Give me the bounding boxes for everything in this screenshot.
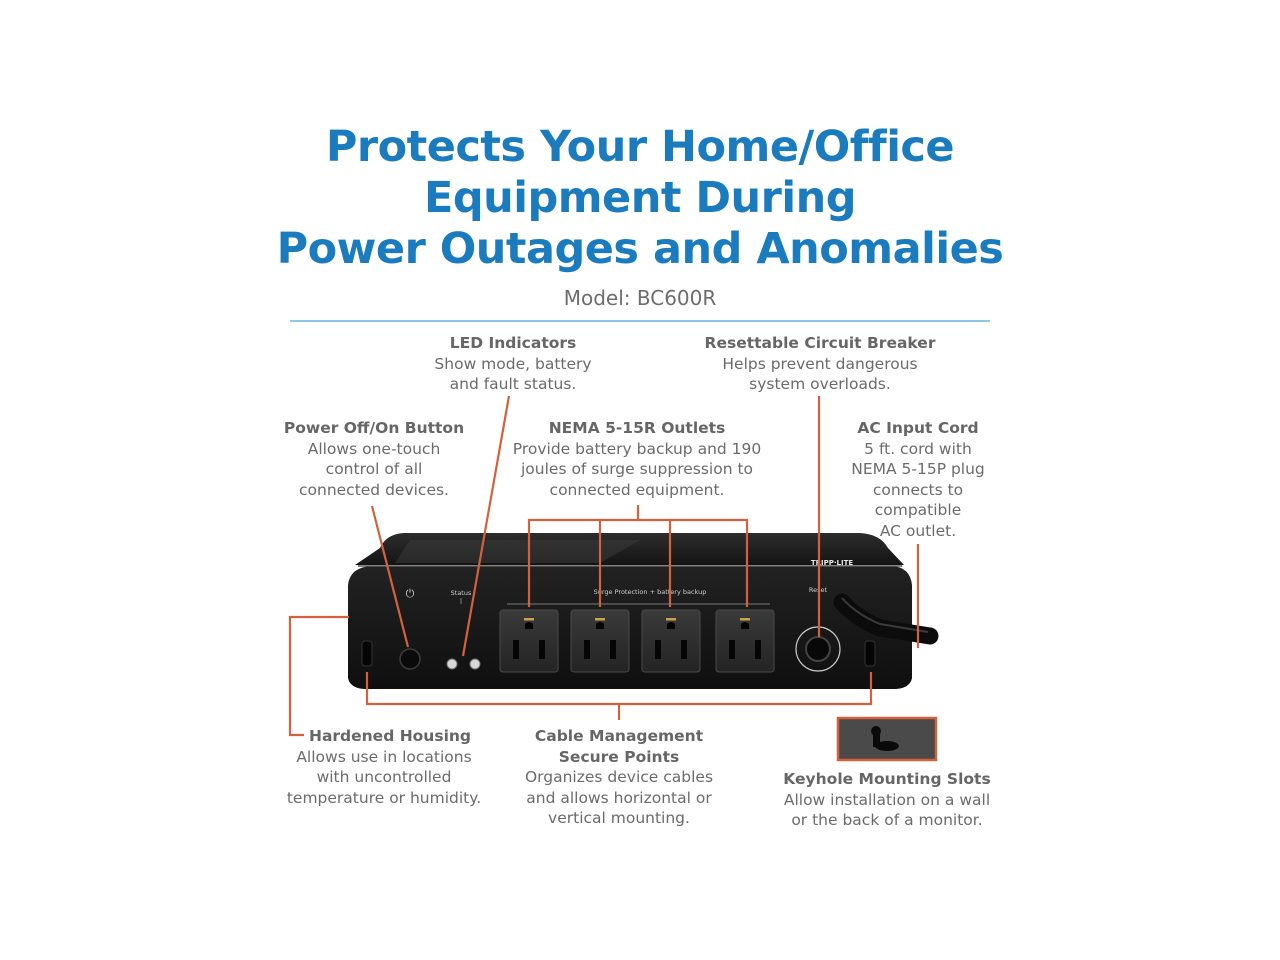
callout-title: Power Off/On Button — [283, 419, 465, 437]
callout-desc: connects to — [872, 480, 964, 499]
callout-keyhole-slots — [772, 769, 1002, 831]
callout-desc: NEMA 5-15P plug — [851, 460, 985, 478]
title-line-2: Equipment During — [423, 173, 857, 223]
model-label: Model: BC600R — [563, 286, 717, 310]
callout-desc: or the back of a monitor. — [791, 811, 983, 829]
callout-desc: temperature or humidity. — [286, 788, 482, 807]
outlet-4 — [716, 610, 774, 672]
callout-desc: Allows one-touch — [307, 439, 441, 458]
callout-desc: Organizes device cables — [524, 768, 714, 786]
title-line-3: Power Outages and Anomalies — [276, 224, 1004, 274]
callout-desc: AC outlet. — [879, 521, 957, 540]
callout-desc: and fault status. — [449, 375, 577, 393]
callout-led-indicators — [403, 333, 623, 395]
callout-desc: and allows horizontal or — [526, 788, 712, 807]
outlet-3 — [642, 610, 700, 672]
keyhole-inset — [838, 718, 936, 760]
callout-desc: connected equipment. — [549, 480, 725, 499]
title-line-1: Protects Your Home/Office — [325, 122, 955, 172]
ups-device — [348, 533, 930, 689]
callout-desc: control of all — [325, 460, 423, 478]
callout-desc: 5 ft. cord with — [864, 439, 972, 458]
outlet-band-label: Surge Protection + battery backup — [593, 588, 707, 596]
reset-label: Reset — [808, 586, 828, 594]
callout-cable-management — [509, 726, 729, 829]
callout-desc: joules of surge suppression to — [520, 460, 754, 478]
status-led-1 — [447, 659, 457, 669]
power-button — [400, 649, 420, 669]
cable-slot-right — [865, 641, 875, 666]
callout-desc: Helps prevent dangerous — [722, 354, 918, 373]
device-top-glare — [395, 540, 640, 563]
callout-desc: Provide battery backup and 190 — [512, 439, 762, 458]
status-label: Status — [450, 589, 472, 597]
device-front-face — [348, 566, 912, 689]
callout-ac-input — [838, 418, 998, 541]
callout-hardened-housing — [278, 726, 490, 808]
callout-title: Hardened Housing — [308, 727, 472, 745]
callout-power-button — [273, 418, 475, 500]
callout-title: Secure Points — [558, 747, 680, 766]
cable-slot-left — [362, 641, 372, 666]
callout-desc: Show mode, battery — [434, 354, 592, 373]
callout-desc: Allow installation on a wall — [783, 790, 991, 809]
callout-desc: with uncontrolled — [316, 768, 452, 786]
callout-title: LED Indicators — [449, 334, 577, 352]
power-symbol: ⏻ — [405, 587, 415, 600]
callout-title: Cable Management — [534, 727, 704, 745]
callout-desc: connected devices. — [298, 480, 449, 499]
callout-title: Resettable Circuit Breaker — [704, 334, 936, 352]
outlet-2 — [571, 610, 629, 672]
brand-logo: TRIPP·LITE — [810, 559, 854, 567]
status-led-2 — [470, 659, 480, 669]
outlet-1 — [500, 610, 558, 672]
callout-desc: system overloads. — [749, 375, 891, 393]
callout-desc: compatible — [874, 501, 962, 519]
callout-circuit-breaker — [690, 333, 950, 395]
callout-title: Keyhole Mounting Slots — [783, 770, 991, 788]
callout-title: NEMA 5-15R Outlets — [548, 419, 726, 437]
callout-desc: vertical mounting. — [548, 809, 690, 827]
callout-title: AC Input Cord — [857, 419, 979, 437]
leader-housing — [290, 617, 349, 735]
callout-desc: Allows use in locations — [296, 747, 472, 766]
callout-outlets — [497, 418, 777, 500]
reset-breaker-button — [806, 637, 830, 661]
